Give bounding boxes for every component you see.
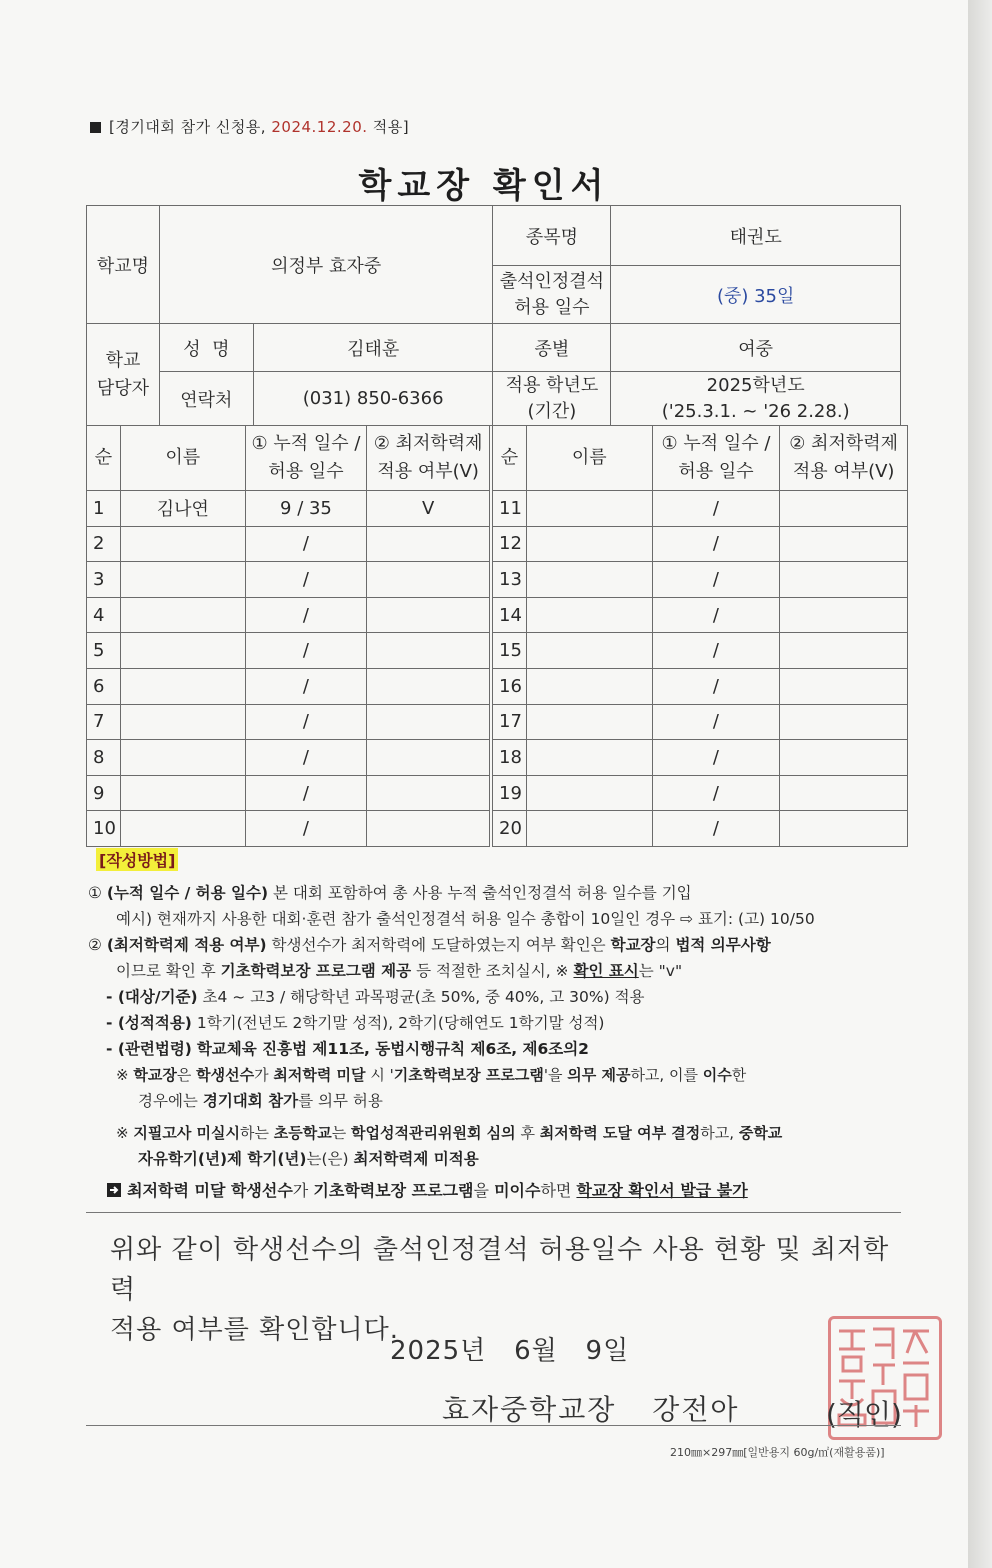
contact-label: 연락처 — [159, 372, 253, 426]
note-2-g: 최저학력 도달 여부 결정 — [539, 1124, 701, 1142]
row-days: / — [652, 491, 780, 527]
row-number: 10 — [87, 811, 121, 847]
row-number: 17 — [493, 704, 527, 740]
row-name — [120, 562, 245, 598]
note-2-e: 학업성적관리위원회 심의 — [351, 1124, 516, 1142]
manager-label-line2: 담당자 — [96, 377, 150, 399]
row-min-check — [367, 811, 490, 847]
row-days: / — [245, 740, 367, 776]
note-1-line2-c: 를 의무 허용 — [298, 1092, 383, 1110]
instruction-1-number: ① — [88, 884, 102, 902]
table-row — [493, 775, 908, 811]
row-days: / — [652, 740, 780, 776]
row-days: / — [652, 811, 780, 847]
note-1-line2-b: 경기대회 참가 — [202, 1092, 299, 1110]
instruction-2-line2-a: 이므로 확인 후 — [116, 962, 216, 980]
table-row — [87, 811, 490, 847]
row-days: / — [652, 526, 780, 562]
header-min-line1: ② 최저학력제 — [789, 433, 899, 454]
note-1-mark: ※ — [116, 1066, 129, 1084]
row-days: / — [245, 775, 367, 811]
instruction-2 — [88, 932, 908, 958]
note-2-mark: ※ — [116, 1124, 129, 1142]
name-label: 성 명 — [159, 324, 253, 372]
note-2-c: 초등학교 — [273, 1124, 332, 1142]
note-1-d: 가 — [254, 1066, 269, 1084]
row-min-check — [367, 526, 490, 562]
page-edge — [968, 0, 992, 1568]
note-1-l: 한 — [731, 1066, 747, 1084]
seal-label: (직인) — [826, 1398, 902, 1431]
header-min-line2: 적용 여부(V) — [792, 461, 895, 482]
row-number: 20 — [493, 811, 527, 847]
row-number: 1 — [87, 491, 121, 527]
row-name — [120, 668, 245, 704]
row-name: 김나연 — [120, 491, 245, 527]
instruction-2-bold: (최저학력제 적용 여부) — [106, 936, 267, 954]
table-row — [493, 668, 908, 704]
instruction-1-bold: (누적 일수 / 허용 일수) — [106, 884, 269, 902]
row-number: 15 — [493, 633, 527, 669]
row-days: / — [245, 562, 367, 598]
row-name — [120, 811, 245, 847]
row-days: / — [652, 775, 780, 811]
row-number: 12 — [493, 526, 527, 562]
year-label — [493, 372, 611, 426]
table-row — [493, 811, 908, 847]
sign-date: 2025년 6월 9일 — [390, 1336, 630, 1366]
row-name — [120, 704, 245, 740]
header-days — [652, 426, 780, 491]
row-min-check — [780, 811, 908, 847]
instruction-2-line2-d: 확인 표시 — [573, 962, 639, 980]
signer-school: 효자중학교장 — [442, 1393, 617, 1426]
detail-law-text: 학교체육 진흥법 제11조, 동법시행규칙 제6조, 제6조의2 — [196, 1040, 589, 1058]
warning-a: 최저학력 미달 학생선수 — [127, 1181, 293, 1200]
square-bullet-icon — [90, 122, 101, 133]
row-name — [120, 526, 245, 562]
row-number: 19 — [493, 775, 527, 811]
absence-label — [493, 266, 611, 324]
table-row — [493, 562, 908, 598]
roster-table-left — [86, 425, 490, 847]
header-name: 이름 — [526, 426, 652, 491]
row-days: / — [652, 633, 780, 669]
header-days-line1: ① 누적 일수 / — [251, 433, 361, 454]
header-min-line1: ② 최저학력제 — [373, 433, 483, 454]
row-min-check — [780, 562, 908, 598]
confirmation-line2: 적용 여부를 확인합니다. — [110, 1315, 399, 1345]
detail-grade-bold: - (성적적용) — [106, 1014, 192, 1032]
warning-g: 학교장 확인서 발급 불가 — [576, 1181, 748, 1200]
row-min-check — [780, 704, 908, 740]
row-days: / — [652, 562, 780, 598]
row-min-check — [367, 562, 490, 598]
row-name — [526, 775, 652, 811]
note-2-h: 하고, — [700, 1124, 735, 1142]
warning-d: 을 — [473, 1181, 489, 1200]
instruction-2-line2-c: 등 적절한 조치실시, ※ — [416, 962, 569, 980]
row-number: 5 — [87, 633, 121, 669]
row-min-check — [367, 704, 490, 740]
note-1-g: 기초학력보장 프로그램 — [393, 1066, 544, 1084]
table-row — [87, 526, 490, 562]
row-number: 2 — [87, 526, 121, 562]
note-1-i: 의무 제공 — [567, 1066, 631, 1084]
year-value-line2: ('25.3.1. ~ '26 2.28.) — [661, 400, 850, 422]
note-2-a: 지필고사 미실시 — [133, 1124, 241, 1142]
row-days: / — [652, 597, 780, 633]
header-no: 순 — [493, 426, 527, 491]
year-value — [611, 372, 901, 426]
note-1-e: 최저학력 미달 — [273, 1066, 366, 1084]
row-min-check — [367, 633, 490, 669]
signer-name: 강전아 — [652, 1393, 740, 1426]
table-row — [493, 491, 908, 527]
note-2-b: 하는 — [240, 1124, 269, 1142]
form-tag-suffix: 적용] — [372, 118, 410, 136]
row-name — [526, 704, 652, 740]
row-number: 9 — [87, 775, 121, 811]
table-row — [87, 633, 490, 669]
header-min — [367, 426, 490, 491]
row-min-check — [367, 597, 490, 633]
header-min-line2: 적용 여부(V) — [377, 461, 479, 482]
table-row — [493, 597, 908, 633]
row-number: 11 — [493, 491, 527, 527]
instruction-2-number: ② — [88, 936, 102, 954]
note-1-line2-a: 경우에는 — [138, 1092, 198, 1110]
row-days: 9 / 35 — [245, 491, 367, 527]
row-number: 8 — [87, 740, 121, 776]
table-row — [87, 562, 490, 598]
row-min-check — [780, 633, 908, 669]
row-number: 3 — [87, 562, 121, 598]
divider-bottom — [86, 1425, 901, 1426]
row-min-check — [780, 526, 908, 562]
form-tag-date: 2024.12.20. — [271, 118, 368, 136]
instruction-2-legal: 법적 의무사항 — [675, 936, 771, 954]
signer — [442, 1388, 739, 1428]
info-table — [86, 205, 901, 426]
row-name — [120, 633, 245, 669]
instruction-2-line2-e: 는 "v" — [638, 962, 683, 980]
detail-grade — [106, 1010, 926, 1036]
table-row — [87, 704, 490, 740]
table-row — [87, 597, 490, 633]
event-value: 태권도 — [611, 206, 901, 266]
note-1-a: 학교장 — [133, 1066, 177, 1084]
row-days: / — [245, 668, 367, 704]
row-name — [120, 597, 245, 633]
row-name — [526, 811, 652, 847]
row-name — [526, 562, 652, 598]
note-1-b: 은 — [176, 1066, 192, 1084]
row-min-check: V — [367, 491, 490, 527]
detail-target — [106, 984, 926, 1010]
absence-label-line2: 허용 일수 — [514, 296, 590, 318]
detail-law-bold: - (관련법령) — [106, 1040, 192, 1058]
table-row — [493, 526, 908, 562]
note-2-line2-c: 최저학력제 미적용 — [353, 1150, 479, 1168]
school-label: 학교명 — [87, 206, 160, 324]
table-row — [493, 704, 908, 740]
row-min-check — [780, 775, 908, 811]
paper-spec: 210㎜×297㎜[일반용지 60g/㎡(재활용품)] — [670, 1446, 885, 1459]
row-min-check — [367, 668, 490, 704]
note-2-line2-a: 자유학기(년)제 학기(년) — [138, 1150, 307, 1168]
note-2-d: 는 — [331, 1124, 347, 1142]
note-1-h: '을 — [543, 1066, 563, 1084]
form-tag-prefix: [경기대회 참가 신청용, — [109, 118, 267, 136]
note-2-i: 중학교 — [738, 1124, 783, 1142]
row-min-check — [780, 668, 908, 704]
school-value: 의정부 효자중 — [159, 206, 493, 324]
row-number: 16 — [493, 668, 527, 704]
note-1-c: 학생선수 — [196, 1066, 255, 1084]
note-2-f: 후 — [520, 1124, 535, 1142]
header-days-line1: ① 누적 일수 / — [661, 433, 771, 454]
note-2-line2-b: 는(은) — [306, 1150, 349, 1168]
row-name — [526, 668, 652, 704]
header-name: 이름 — [120, 426, 245, 491]
document-title: 학교장 확인서 — [358, 166, 610, 206]
arrow-box-icon — [106, 1182, 122, 1198]
warning-e: 미이수 — [494, 1181, 541, 1200]
note-2 — [116, 1120, 936, 1146]
row-number: 18 — [493, 740, 527, 776]
header-min — [780, 426, 908, 491]
row-min-check — [367, 740, 490, 776]
note-1-line2 — [138, 1088, 958, 1114]
warning-b: 가 — [292, 1181, 309, 1200]
divider-top — [86, 1212, 901, 1213]
note-1-j: 하고, 이를 — [630, 1066, 698, 1084]
instruction-1-example: 예시) 현재까지 사용한 대회·훈련 참가 출석인정결석 허용 일수 총합이 10일인 경우 ⇨ 표기: (고) 10/50 — [116, 910, 815, 928]
year-value-line1: 2025학년도 — [706, 374, 805, 396]
table-row — [87, 775, 490, 811]
instruction-2-principal: 학교장 — [610, 936, 656, 954]
absence-value: (중) 35일 — [611, 266, 901, 324]
row-number: 6 — [87, 668, 121, 704]
confirmation-line1: 위와 같이 학생선수의 출석인정결석 허용일수 사용 현황 및 최저학력 — [110, 1235, 890, 1305]
row-days: / — [245, 704, 367, 740]
row-name — [526, 740, 652, 776]
header-days — [245, 426, 367, 491]
row-name — [526, 526, 652, 562]
event-label: 종목명 — [493, 206, 611, 266]
year-label-line2: (기간) — [527, 400, 577, 422]
instruction-1 — [88, 880, 908, 906]
warning-c: 기초학력보장 프로그램 — [313, 1181, 474, 1200]
row-number: 7 — [87, 704, 121, 740]
instructions-heading: [작성방법] — [96, 848, 178, 871]
row-number: 13 — [493, 562, 527, 598]
instruction-2-text: 학생선수가 최저학력에 도달하였는지 여부 확인은 — [271, 936, 606, 954]
roster-table-right — [492, 425, 908, 847]
name-value: 김태훈 — [253, 324, 493, 372]
gender-label: 종별 — [493, 324, 611, 372]
warning-f: 하면 — [540, 1181, 572, 1200]
detail-law — [106, 1036, 926, 1062]
row-min-check — [780, 491, 908, 527]
detail-target-bold: - (대상/기준) — [106, 988, 198, 1006]
row-days: / — [245, 811, 367, 847]
row-name — [526, 597, 652, 633]
row-name — [120, 775, 245, 811]
table-row — [493, 633, 908, 669]
row-name — [526, 633, 652, 669]
header-days-line2: 허용 일수 — [268, 461, 344, 482]
instruction-2-line2-b: 기초학력보장 프로그램 제공 — [220, 962, 412, 980]
header-days-line2: 허용 일수 — [678, 461, 754, 482]
contact-value: (031) 850-6366 — [253, 372, 493, 426]
warning-line — [106, 1178, 926, 1204]
row-min-check — [367, 775, 490, 811]
note-1 — [116, 1062, 936, 1088]
note-2-line2 — [138, 1146, 958, 1172]
row-min-check — [780, 740, 908, 776]
row-name — [526, 491, 652, 527]
row-name — [120, 740, 245, 776]
row-days: / — [652, 704, 780, 740]
note-1-f: 시 ' — [370, 1066, 394, 1084]
table-row — [87, 740, 490, 776]
note-1-k: 이수 — [702, 1066, 732, 1084]
row-days: / — [652, 668, 780, 704]
manager-label — [87, 324, 160, 426]
instruction-2-line2 — [116, 958, 936, 984]
instruction-2-particle: 의 — [655, 936, 671, 954]
row-min-check — [780, 597, 908, 633]
row-days: / — [245, 526, 367, 562]
form-tag — [90, 116, 409, 137]
detail-grade-text: 1학기(전년도 2학기말 성적), 2학기(당해연도 1학기말 성적) — [196, 1014, 605, 1032]
gender-value: 여중 — [611, 324, 901, 372]
instruction-1-text: 본 대회 포함하여 총 사용 누적 출석인정결석 허용 일수를 기입 — [272, 884, 692, 902]
manager-label-line1: 학교 — [105, 349, 141, 371]
table-row — [87, 491, 490, 527]
detail-target-text: 초4 ~ 고3 / 해당학년 과목평균(초 50%, 중 40%, 고 30%) 적용 — [202, 988, 645, 1006]
absence-label-line1: 출석인정결석 — [499, 270, 605, 292]
header-no: 순 — [87, 426, 121, 491]
table-row — [493, 740, 908, 776]
row-number: 14 — [493, 597, 527, 633]
row-days: / — [245, 633, 367, 669]
row-number: 4 — [87, 597, 121, 633]
table-row — [87, 668, 490, 704]
row-days: / — [245, 597, 367, 633]
year-label-line1: 적용 학년도 — [505, 374, 599, 396]
